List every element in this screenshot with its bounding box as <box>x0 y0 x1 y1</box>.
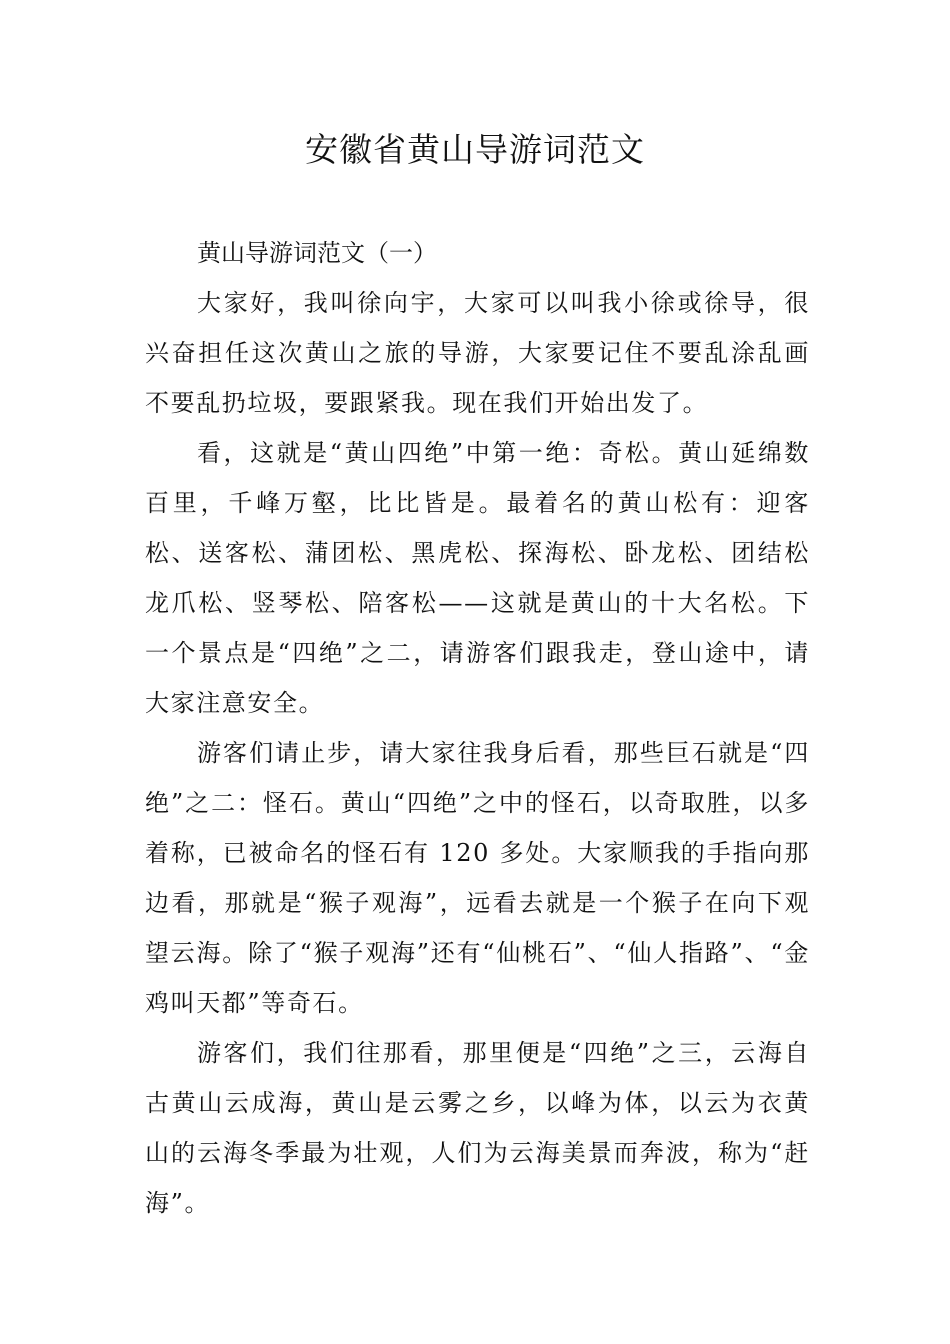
paragraph-intro: 大家好，我叫徐向宇，大家可以叫我小徐或徐导，很兴奋担任这次黄山之旅的导游，大家要记住不要乱涂乱画不要乱扔垃圾，要跟紧我。现在我们开始出发了。 <box>145 289 810 417</box>
document-title: 安徽省黄山导游词范文 <box>305 130 645 169</box>
document-body <box>145 228 810 1228</box>
paragraph-rock: 游客们请止步，请大家往我身后看，那些巨石就是“四绝”之二：怪石。黄山“四绝”之中的怪石，以奇取胜，以多着称，已被命名的怪石有 120 多处。大家顺我的手指向那边看，那就是“猴子观海”，远看去就是一个猴子在向下观望云海。除了“猴子观海”还有“仙桃石”、“仙人指路”、“金鸡叫天都”等奇石。 <box>145 739 810 1017</box>
paragraph-pine: 看，这就是“黄山四绝”中第一绝：奇松。黄山延绵数百里，千峰万壑，比比皆是。最着名的黄山松有：迎客松、送客松、蒲团松、黑虎松、探海松、卧龙松、团结松龙爪松、竖琴松、陪客松——这就是黄山的十大名松。下一个景点是“四绝”之二，请游客们跟我走，登山途中，请大家注意安全。 <box>145 439 810 717</box>
section-subtitle: 黄山导游词范文（一） <box>197 239 437 267</box>
paragraph-cloud-sea: 游客们，我们往那看，那里便是“四绝”之三，云海自古黄山云成海，黄山是云雾之乡，以峰为体，以云为衣黄山的云海冬季最为壮观，人们为云海美景而奔波，称为“赶海”。 <box>145 1039 810 1217</box>
